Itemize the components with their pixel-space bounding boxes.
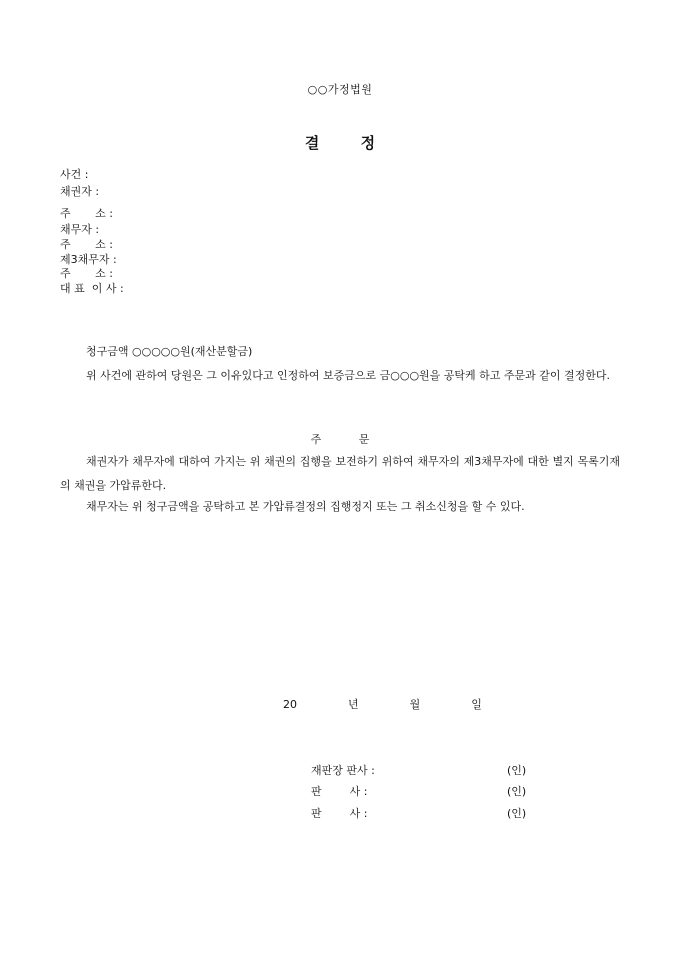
signature-label: 판 사 : (311, 807, 368, 820)
order-paragraph-1: 채권자가 채무자에 대하여 가지는 위 채권의 집행을 보전하기 위하여 채무자의 제3채무자에 대한 별지 목록기재의 채권을 가압류한다. (60, 455, 620, 492)
claim-body: 위 사건에 관하여 당원은 그 이유있다고 인정하여 보증금으로 금○○○원을 공탁케 하고 주문과 같이 결정한다. (86, 369, 611, 382)
third-debtor-field: 제3채무자 : (60, 253, 117, 266)
seal-mark: (인) (507, 764, 527, 777)
debtor-address-field: 주 소 : (60, 238, 113, 251)
order-paragraph-2: 채무자는 위 청구금액을 공탁하고 본 가압류결정의 집행정지 또는 그 취소신청을 할 수 있다. (86, 500, 525, 513)
seal-mark: (인) (507, 807, 527, 820)
debtor-field: 채무자 : (60, 223, 100, 236)
document-title: 결 정 (304, 134, 376, 152)
representative-field: 대 표 이 사 : (60, 282, 124, 295)
case-field: 사건 : (60, 168, 89, 181)
court-name: ○○가정법원 (307, 83, 373, 96)
signature-label: 재판장 판사 : (311, 764, 375, 777)
seal-mark: (인) (507, 785, 527, 798)
signature-label: 판 사 : (311, 785, 368, 798)
signature-presiding-judge (311, 762, 527, 778)
claim-amount-line: 청구금액 ○○○○○원(재산분할금) (86, 345, 253, 358)
creditor-field: 채권자 : (60, 185, 100, 198)
creditor-address-field: 주 소 : (60, 207, 113, 220)
signature-judge-1 (311, 783, 527, 799)
order-heading: 주 문 (310, 433, 370, 446)
signature-judge-2 (311, 805, 527, 821)
third-debtor-address-field: 주 소 : (60, 267, 113, 280)
decision-date: 20 년 월 일 (283, 698, 482, 711)
